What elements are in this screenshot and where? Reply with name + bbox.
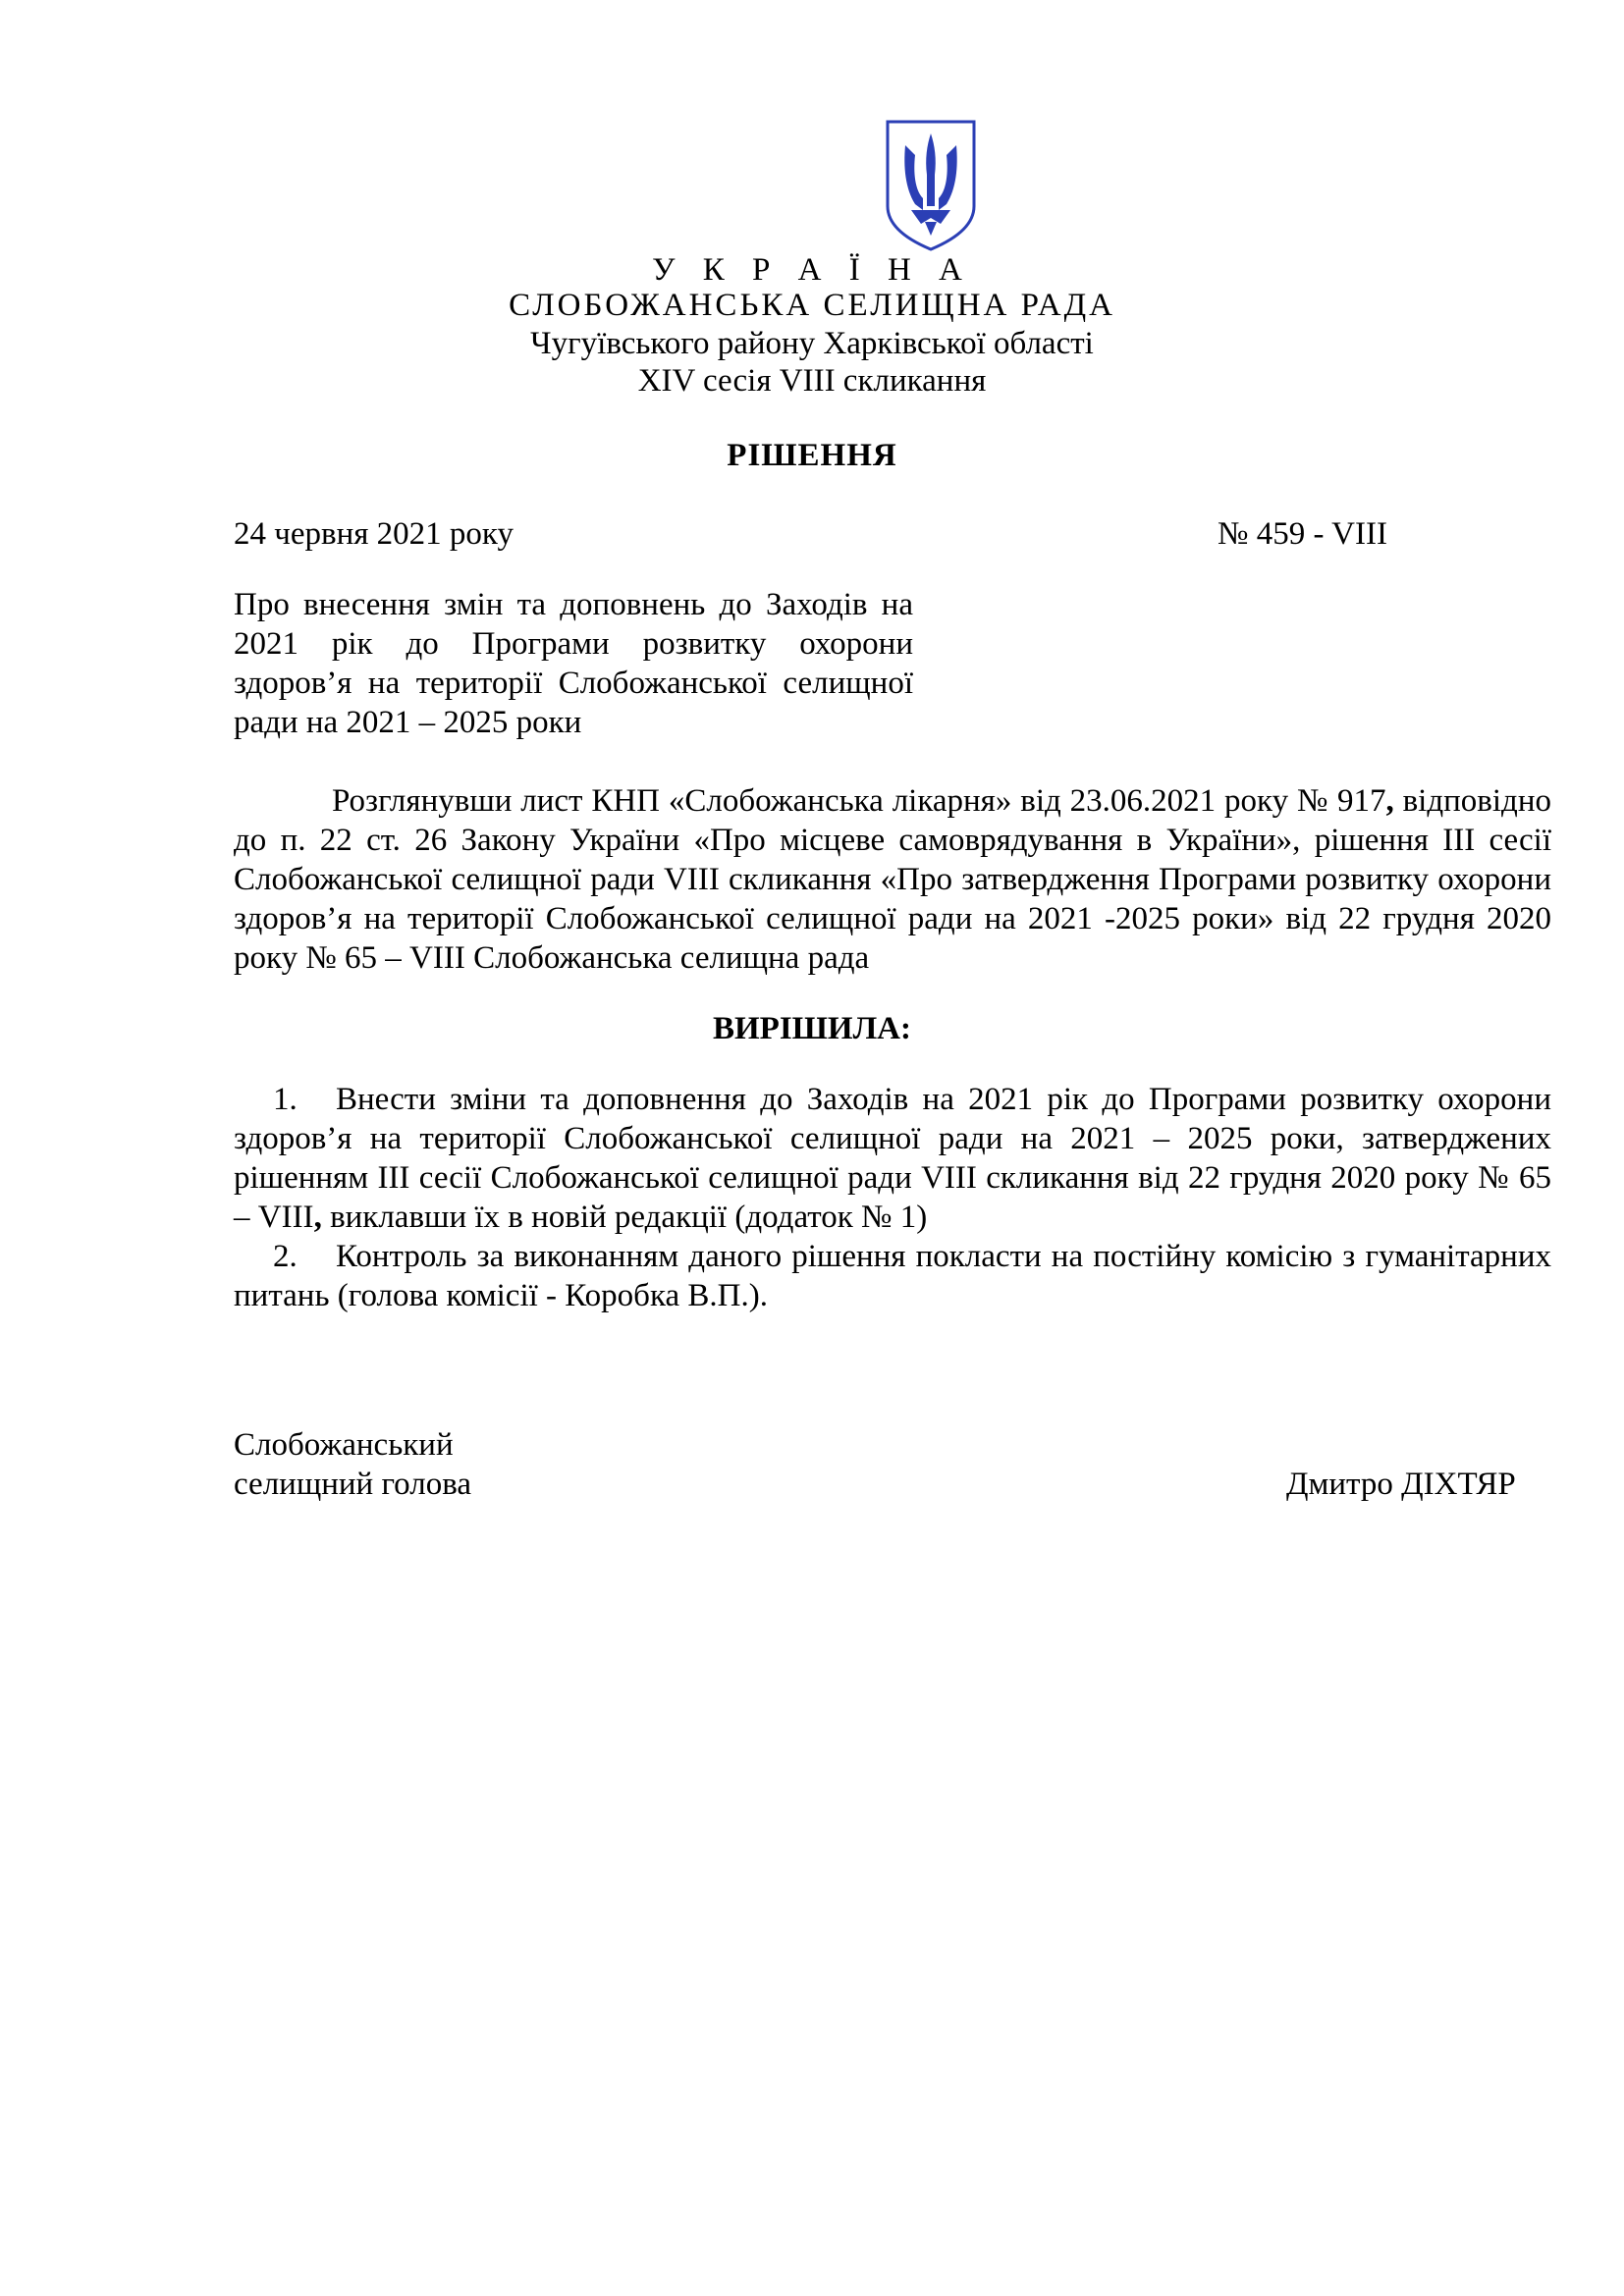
council-heading: СЛОБОЖАНСЬКА СЕЛИЩНА РАДА (509, 288, 1115, 323)
decided-heading: ВИРІШИЛА: (713, 1011, 911, 1046)
item-marker: 2. (273, 1239, 298, 1274)
item-text-end: виклавши їх в новій редакції (додаток № 1) (321, 1200, 928, 1235)
coat-of-arms-icon (882, 116, 980, 253)
preamble-paragraph (234, 781, 1551, 978)
preamble-bold-comma: , (1385, 783, 1394, 819)
item-text-start: Контроль за виконанням даного рішення покласти на постійну комісію з гуманітарних питань (голова комісії - Коробка В.П.). (234, 1239, 1551, 1313)
resolution-item-1 (234, 1080, 1551, 1237)
signatory-name: Дмитро ДІХТЯР (1286, 1467, 1516, 1502)
country-heading: У К Р А Ї Н А (652, 252, 972, 288)
preamble-text-start: Розглянувши лист КНП «Слобожанська лікарня» від 23.06.2021 року № 917 (332, 783, 1386, 819)
decision-date: 24 червня 2021 року (234, 516, 514, 552)
session-heading: XIV сесія VIII скликання (637, 363, 987, 399)
signatory-title (234, 1425, 471, 1504)
item-text-start: Внести зміни та доповнення до Заходів на 2021 рік до Програми розвитку охорони здоров’я на території Слобожанської селищної ради на 2021 – 2025 роки, затверджених рішенням ІІІ сесії Слобожанської селищної ради VIII скликання від 22 грудня 2020 року № 65 – VIII (234, 1082, 1551, 1235)
resolution-item-2 (234, 1237, 1551, 1315)
preamble-text-end: відповідно до п. 22 ст. 26 Закону України «Про місцеве самоврядування в України», рішення ІІІ сесії Слобожанської селищної ради VIII скликання «Про затвердження Програми розвитку охорони здоров’я на території Слобожанської селищної ради на 2021 -2025 роки» від 22 грудня 2020 року № 65 – VIII Слобожанська селищна рада (234, 783, 1551, 976)
decision-number: № 459 - VIII (1218, 516, 1387, 552)
document-type-heading: РІШЕННЯ (727, 438, 897, 473)
district-heading: Чугуївського району Харківської області (530, 326, 1094, 361)
signatory-title-line2: селищний голова (234, 1467, 472, 1502)
item-bold-comma: , (313, 1200, 322, 1235)
resolution-items (234, 1080, 1551, 1315)
item-marker: 1. (273, 1082, 298, 1117)
signatory-title-line1: Слобожанський (234, 1427, 454, 1463)
decision-subject: Про внесення змін та доповнень до Заходів на 2021 рік до Програми розвитку охорони здоров’я на території Слобожанської селищної ради на 2021 – 2025 роки (234, 587, 913, 740)
